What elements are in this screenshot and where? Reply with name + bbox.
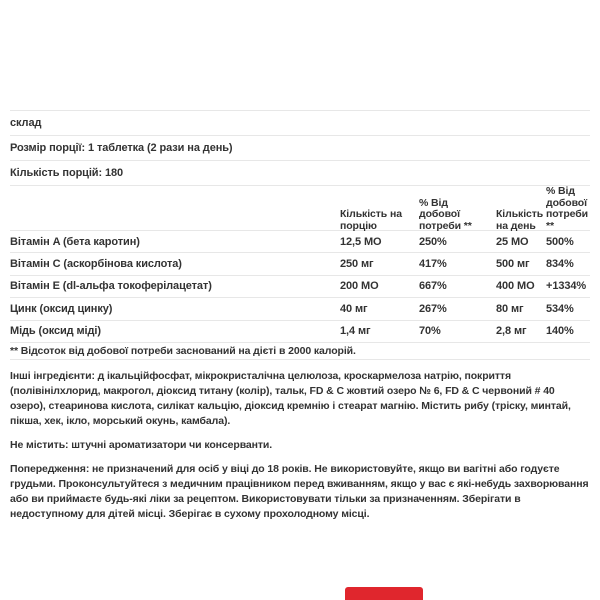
nutrient-name: Вітамін A (бета каротин) (10, 235, 140, 248)
table-row (10, 297, 590, 319)
nutrient-name: Цинк (оксид цинку) (10, 302, 113, 315)
servings-count-row (10, 160, 590, 185)
table-header-row (10, 185, 590, 230)
other-ingredients-paragraph: Інші інгредієнти: д ікальційфосфат, мікрокристалічна целюлоза, кроскармелоза натрію, покриття (полівінілхлорид, макрогол, діоксид титану (колір), тальк, FD & C жовтий озеро № 6, FD & C червоний # 40 озеро), стеаринова кислота, силікат кальцію, діоксид кремнію і стеарат магнію. Містить рибу (тріску, минтай, пікша, хек, ікло, морський окунь, камбала). (10, 369, 571, 427)
dv-per-serving: 267% (419, 302, 447, 315)
dv-per-day: +1334% (546, 280, 587, 293)
description-paragraphs (10, 369, 590, 522)
header-dv-per-serving: % Від добової потреби ** (419, 196, 472, 232)
amount-per-day: 2,8 мг (496, 325, 527, 338)
dv-per-serving: 70% (419, 325, 441, 338)
dv-per-serving: 417% (419, 258, 447, 271)
amount-per-day: 80 мг (496, 302, 524, 315)
serving-size-row (10, 135, 590, 160)
nutrient-name: Мідь (оксид міді) (10, 325, 101, 338)
dv-per-serving: 667% (419, 280, 447, 293)
table-row (10, 320, 590, 342)
header-amount-per-day: Кількість на день (496, 208, 544, 232)
amount-per-day: 400 МО (496, 280, 535, 293)
amount-per-serving: 1,4 мг (340, 325, 371, 338)
composition-section-row (10, 110, 590, 135)
supplement-facts-sheet (0, 110, 600, 531)
daily-value-footnote: ** Відсоток від добової потреби заснований на дієті в 2000 калорій. (10, 344, 356, 357)
amount-per-serving: 250 мг (340, 258, 374, 271)
servings-count-text: Кількість порцій: 180 (10, 167, 124, 179)
header-dv-per-day: % Від добової потреби ** (546, 185, 588, 232)
dv-per-day: 834% (546, 258, 574, 271)
amount-per-serving: 200 МО (340, 280, 379, 293)
dv-per-serving: 250% (419, 235, 447, 248)
red-button-partial[interactable] (345, 587, 423, 600)
nutrient-name: Вітамін C (аскорбінова кислота) (10, 258, 182, 271)
table-row (10, 230, 590, 252)
does-not-contain-paragraph: Не містить: штучні ароматизатори чи консерванти. (10, 438, 273, 451)
serving-size-text: Розмір порції: 1 таблетка (2 рази на день) (10, 142, 233, 154)
dv-per-day: 534% (546, 302, 574, 315)
table-row (10, 275, 590, 297)
header-amount-per-serving: Кількість на порцію (340, 208, 402, 232)
amount-per-day: 25 МО (496, 235, 529, 248)
daily-value-footnote-row (10, 342, 590, 360)
amount-per-serving: 40 мг (340, 302, 368, 315)
dv-per-day: 140% (546, 325, 574, 338)
amount-per-day: 500 мг (496, 258, 530, 271)
composition-section-label: склад (10, 117, 42, 129)
table-row (10, 252, 590, 274)
amount-per-serving: 12,5 МО (340, 235, 382, 248)
warning-paragraph: Попередження: не призначений для осіб у віці до 18 років. Не використовуйте, якщо ви вагітні або годуєте грудьми. Проконсультуйтеся з медичним працівником перед вживанням, якщо у вас є які-небудь захворювання або ви приймаєте будь-які ліки за рецептом. Використовувати тільки за призначенням. Зберігати в недоступному для дітей місці. Зберігає в сухому прохолодному місці. (10, 462, 589, 520)
dv-per-day: 500% (546, 235, 574, 248)
nutrient-name: Вітамін E (dl-альфа токоферілацетат) (10, 280, 212, 293)
